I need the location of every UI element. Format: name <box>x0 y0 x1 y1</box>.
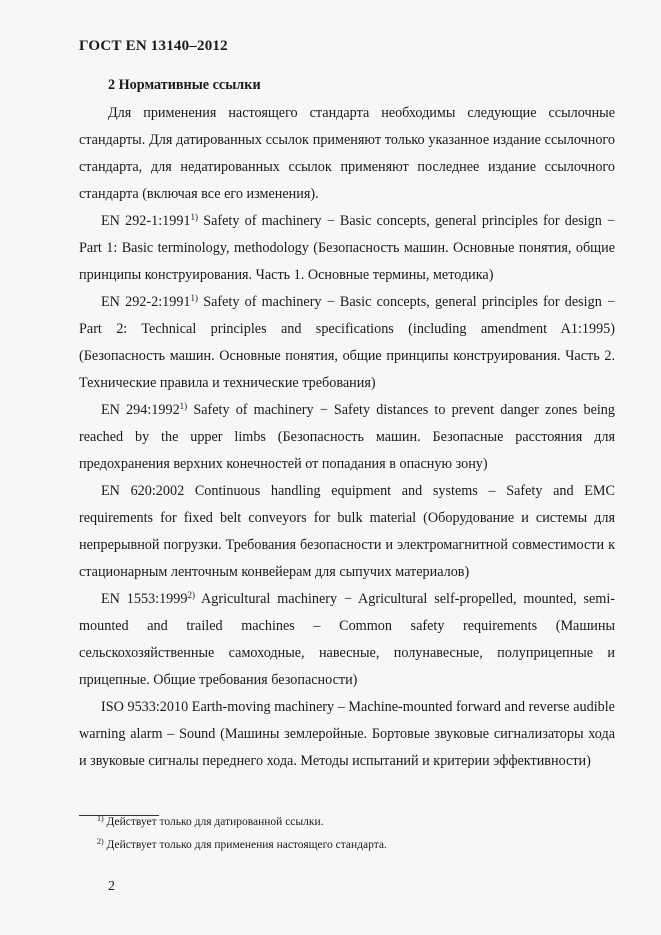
reference-text: Agricultural machinery − Agricultural self-propelled, mounted, semi-mounted and trailed machines – Common safety requirements (Машины сельскохозяйственные самоходные, навесные, полунавесные, полуприцепные и прицепные. Общие требования безопасности) <box>79 591 615 688</box>
page-number: 2 <box>108 879 115 894</box>
reference-code: EN 620:2002 <box>101 483 185 499</box>
footnote-text: Действует только для применения настоящего стандарта. <box>103 839 387 851</box>
reference-item <box>79 397 615 478</box>
footnote-mark: 1) <box>190 212 199 222</box>
reference-item <box>79 208 615 289</box>
intro-paragraph: Для применения настоящего стандарта необходимы следующие ссылочные стандарты. Для датированных ссылок применяют только указанное издание ссылочного стандарта, для недатированных ссылок применяют последнее издание ссылочного стандарта (включая все его изменения). <box>79 105 615 202</box>
footnote-mark: 2) <box>187 590 195 600</box>
reference-item <box>79 289 615 397</box>
footnote <box>97 839 387 851</box>
reference-code: ISO 9533:2010 <box>101 699 189 715</box>
reference-text: Safety of machinery − Basic concepts, general principles for design − Part 2: Technical principles and specifications (including amendment A1:1995) (Безопасность машин. Основные понятия, общие принципы конструирования. Часть 2. Технические правила и технические требования) <box>79 294 615 391</box>
reference-text: Safety of machinery − Safety distances to prevent danger zones being reached by the upper limbs (Безопасность машин. Безопасные расстояния для предохранения верхних конечностей от попадания в опасную зону) <box>79 402 615 472</box>
footnote-mark: 1) <box>179 401 188 411</box>
reference-code: EN 1553:1999 <box>101 591 188 607</box>
reference-item <box>79 586 615 694</box>
section-title: 2 Нормативные ссылки <box>108 77 261 93</box>
footnote-mark: 1) <box>97 814 104 823</box>
reference-item <box>79 694 615 775</box>
footnote-mark: 1) <box>190 293 199 303</box>
reference-text: Safety of machinery − Basic concepts, general principles for design − Part 1: Basic terminology, methodology (Безопасность машин. Основные понятия, общие принципы конструирования. Часть 1. Основные термины, методика) <box>79 213 615 283</box>
reference-code: EN 292-1:1991 <box>101 213 191 229</box>
footnote-text: Действует только для датированной ссылки. <box>103 816 324 828</box>
reference-code: EN 292-2:1991 <box>101 294 191 310</box>
body-text <box>79 100 615 775</box>
standard-header: ГОСТ EN 13140–2012 <box>79 38 228 54</box>
reference-code: EN 294:1992 <box>101 402 180 418</box>
reference-text: Continuous handling equipment and systems – Safety and EMC requirements for fixed belt conveyors for bulk material (Оборудование и системы для непрерывной погрузки. Требования безопасности и электромагнитной совместимости к стационарным ленточным конвейерам для сыпучих материалов) <box>79 483 616 580</box>
reference-item <box>79 478 615 586</box>
reference-text: Earth-moving machinery – Machine-mounted forward and reverse audible warning alarm – Sound (Машины землеройные. Бортовые звуковые сигнализаторы хода и звуковые сигналы переднего хода. Методы испытаний и критерии эффективности) <box>79 699 615 769</box>
footnote-mark: 2) <box>97 837 104 846</box>
footnote <box>97 816 324 828</box>
